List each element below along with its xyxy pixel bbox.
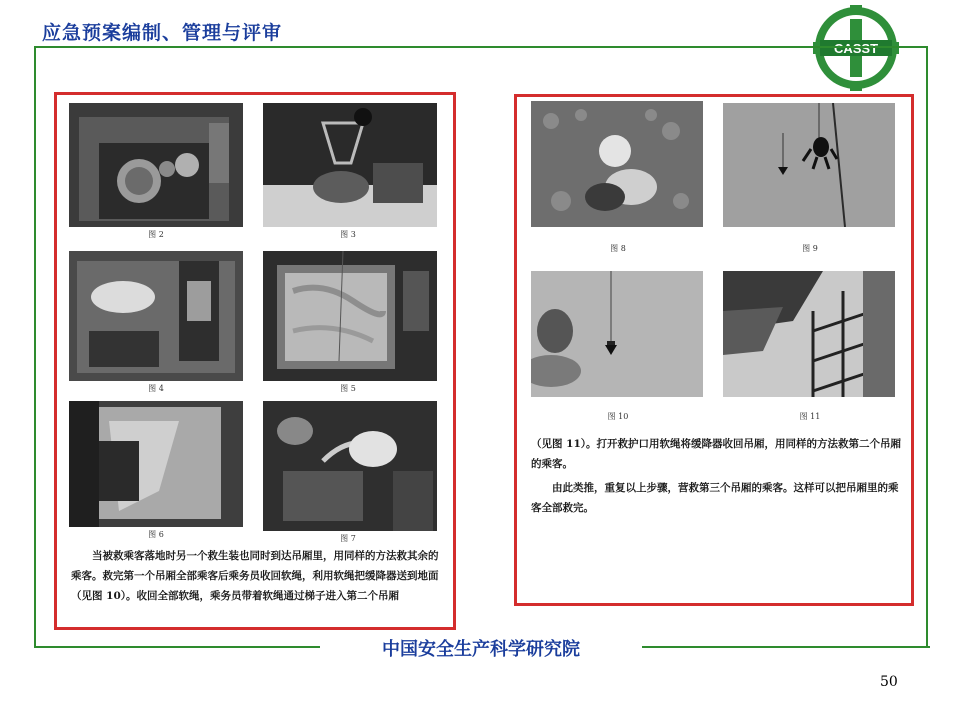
document-page-right bbox=[514, 94, 914, 606]
photo-fig2 bbox=[69, 103, 243, 227]
page-number: 50 bbox=[880, 674, 898, 690]
photo-fig10 bbox=[531, 271, 703, 397]
footer-rule-left bbox=[34, 646, 320, 648]
photo-fig8 bbox=[531, 101, 703, 227]
caption-fig2: 图 2 bbox=[148, 230, 164, 239]
caption-fig3: 图 3 bbox=[340, 230, 356, 239]
right-page-paragraph-1: （见图 11）。打开救护口用软绳将缓降器收回吊厢，用同样的方法救第二个吊厢的乘客。 bbox=[531, 438, 902, 470]
caption-fig9: 图 9 bbox=[802, 244, 818, 253]
caption-fig4: 图 4 bbox=[148, 384, 164, 393]
left-page-paragraph: 当被救乘客落地时另一个救生装也同时到达吊厢里，用同样的方法救其余的乘客。救完第一个吊厢全部乘客后乘务员收回软绳，利用软绳把缓降器送到地面（见图 10）。收回全部软绳，乘务员带着软绳通过梯子进入第二个吊厢 bbox=[71, 550, 439, 602]
document-page-left bbox=[54, 92, 456, 630]
photo-fig7 bbox=[263, 401, 437, 531]
svg-text:CASST: CASST bbox=[833, 41, 879, 56]
caption-fig7: 图 7 bbox=[340, 534, 356, 543]
caption-fig8: 图 8 bbox=[610, 244, 626, 253]
photo-fig9 bbox=[723, 103, 895, 227]
caption-fig6: 图 6 bbox=[148, 530, 164, 539]
footer-rule-right bbox=[642, 646, 930, 648]
footer-organization: 中国安全生产科学研究院 bbox=[382, 639, 580, 660]
right-page-paragraph-2: 由此类推，重复以上步骤，营救第三个吊厢的乘客。这样可以把吊厢里的乘客全部救完。 bbox=[531, 482, 899, 514]
slide-title: 应急预案编制、管理与评审 bbox=[42, 22, 283, 44]
photo-fig4 bbox=[69, 251, 243, 381]
photo-fig3 bbox=[263, 103, 437, 227]
caption-fig11: 图 11 bbox=[799, 412, 821, 421]
photo-fig11 bbox=[723, 271, 895, 397]
caption-fig5: 图 5 bbox=[340, 384, 356, 393]
photo-fig5 bbox=[263, 251, 437, 381]
caption-fig10: 图 10 bbox=[607, 412, 629, 421]
photo-fig6 bbox=[69, 401, 243, 527]
